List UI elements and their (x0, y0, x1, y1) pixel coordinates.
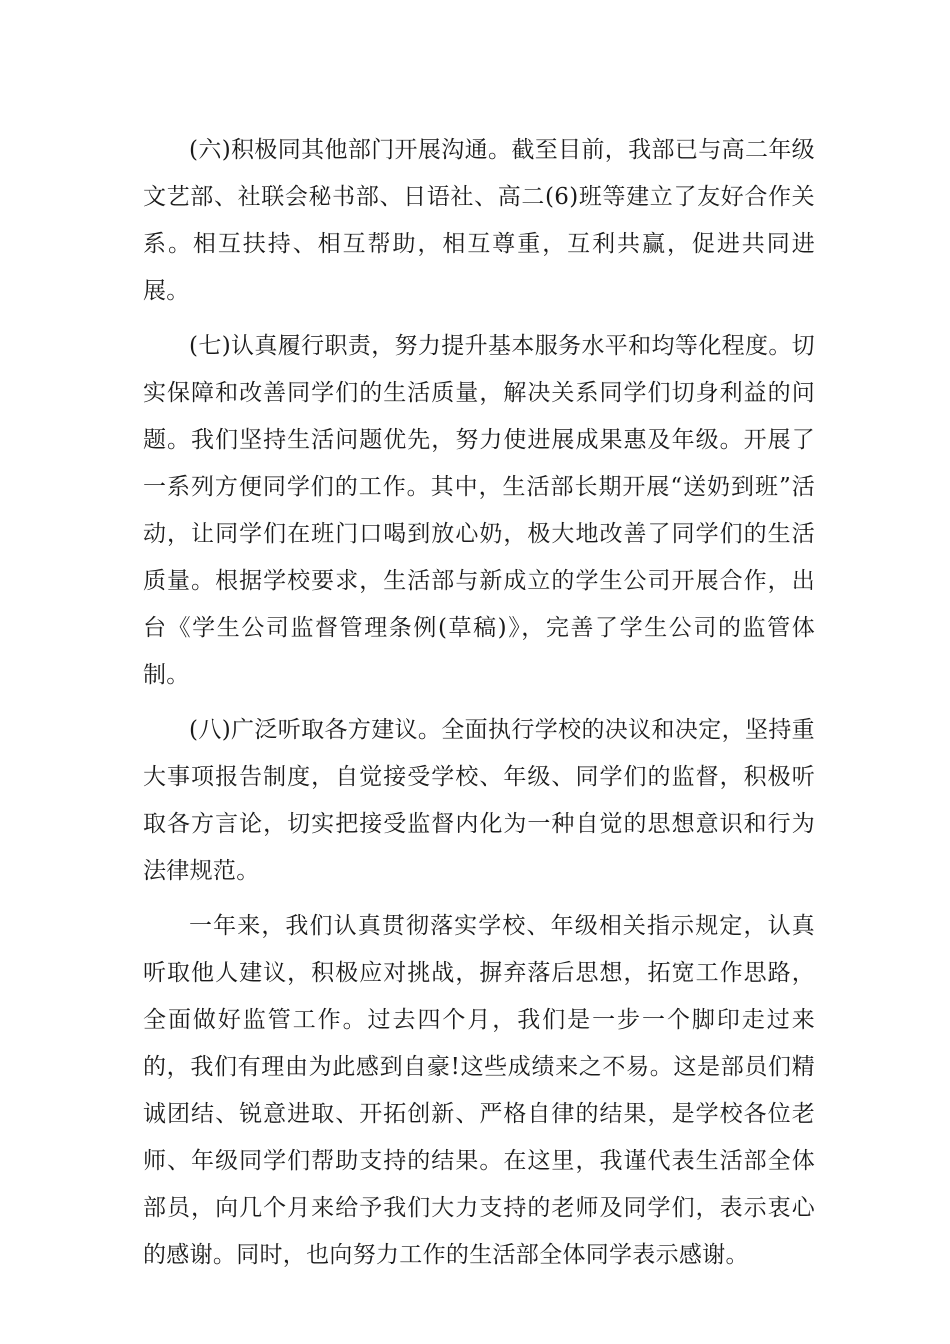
paragraph-eight-suggestions: (八)广泛听取各方建议。全面执行学校的决议和决定，坚持重大事项报告制度，自觉接受学校、年级、同学们的监督，积极听取各方言论，切实把接受监督内化为一种自觉的思想意识和行为法律规范。 (143, 717, 815, 884)
paragraph-six-communication: (六)积极同其他部门开展沟通。截至目前，我部已与高二年级文艺部、社联会秘书部、日语社、高二(6)班等建立了友好合作关系。相互扶持、相互帮助，相互尊重，互利共赢，促进共同进展。 (143, 137, 815, 304)
paragraph-seven-duties: (七)认真履行职责，努力提升基本服务水平和均等化程度。切实保障和改善同学们的生活质量，解决关系同学们切身利益的问题。我们坚持生活问题优先，努力使进展成果惠及年级。开展了一系列方便同学们的工作。其中，生活部长期开展“送奶到班”活动，让同学们在班门口喝到放心奶，极大地改善了同学们的生活质量。根据学校要求，生活部与新成立的学生公司开展合作，出台《学生公司监督管理条例(草稿)》，完善了学生公司的监管体制。 (143, 333, 815, 688)
paragraph-summary: 一年来，我们认真贯彻落实学校、年级相关指示规定，认真听取他人建议，积极应对挑战，摒弃落后思想，拓宽工作思路，全面做好监管工作。过去四个月，我们是一步一个脚印走过来的，我们有理由为此感到自豪!这些成绩来之不易。这是部员们精诚团结、锐意进取、开拓创新、严格自律的结果，是学校各位老师、年级同学们帮助支持的结果。在这里，我谨代表生活部全体部员，向几个月来给予我们大力支持的老师及同学们，表示衷心的感谢。同时，也向努力工作的生活部全体同学表示感谢。 (143, 913, 815, 1268)
document-body (143, 127, 815, 1287)
